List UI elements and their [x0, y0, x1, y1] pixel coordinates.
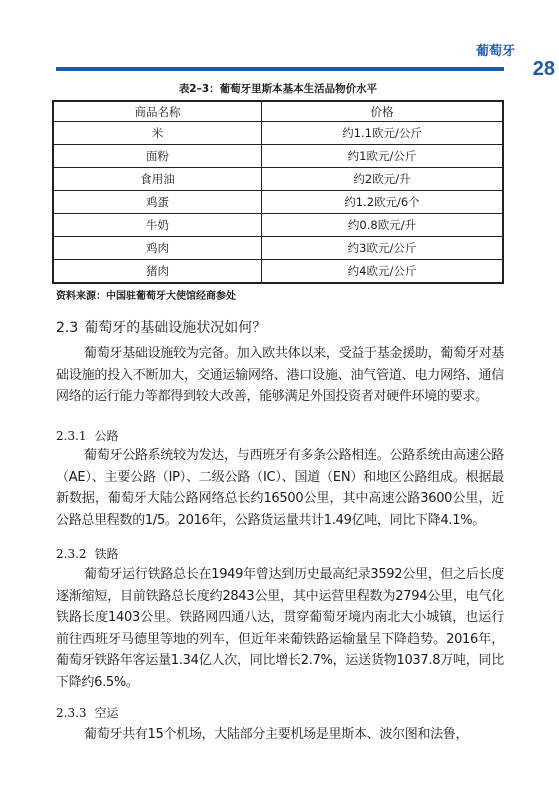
chapter-label: 葡萄牙 [475, 44, 515, 59]
item-name-cell: 米 [53, 122, 262, 145]
subsection-number: 2.3.1 [56, 429, 87, 443]
subsection-title: 公路 [94, 429, 119, 443]
item-name-cell: 面粉 [53, 145, 262, 168]
table-row [53, 168, 503, 191]
subsection-heading-roads [56, 427, 119, 444]
section-number: 2.3 [56, 320, 79, 336]
page-number: 28 [532, 58, 555, 80]
table-row [53, 122, 503, 145]
item-name-cell: 牛奶 [53, 214, 262, 237]
railways-paragraph [56, 564, 504, 693]
item-name-cell: 食用油 [53, 168, 262, 191]
header-rule [56, 67, 504, 71]
air-text: 葡萄牙共有15个机场，大陆部分主要机场是里斯本、波尔图和法鲁， [84, 727, 469, 742]
table-source-note: 资料来源：中国驻葡萄牙大使馆经商参处 [56, 291, 236, 302]
air-paragraph [56, 724, 504, 746]
item-name-cell: 鸡蛋 [53, 191, 262, 214]
subsection-number: 2.3.2 [56, 547, 87, 561]
item-name-cell: 鸡肉 [53, 237, 262, 260]
subsection-number: 2.3.3 [56, 706, 87, 720]
subsection-title: 铁路 [94, 547, 119, 561]
subsection-title: 空运 [94, 706, 119, 720]
item-name-cell: 猪肉 [53, 260, 262, 284]
section-intro-paragraph [56, 343, 504, 408]
item-price-cell: 约4欧元/公斤 [262, 260, 504, 284]
railways-text: 葡萄牙运行铁路总长在1949年曾达到历史最高纪录3592公里，但之后长度逐渐缩短，目前铁路总长度约2843公里，其中运营里程数为2794公里，电气化铁路长度1403公里。铁路网四通八达，贯穿葡萄牙境内南北大小城镇，也运行前往西班牙马德里等地的列车，但近年来葡铁路运输量呈下降趋势。2016年，葡萄牙铁路年客运量1.34亿人次，同比增长2.7%，运送货物1037.8万吨，同比下降约6.5%。 [56, 567, 504, 690]
item-price-cell: 约1.1欧元/公斤 [262, 122, 504, 145]
section-heading [56, 317, 272, 337]
subsection-heading-air [56, 704, 119, 721]
table-caption: 表2–3：葡萄牙里斯本基本生活品物价水平 [178, 83, 378, 95]
table-row [53, 260, 503, 284]
column-header-item: 商品名称 [53, 101, 262, 122]
section-intro-text: 葡萄牙基础设施较为完备。加入欧共体以来，受益于基金援助，葡萄牙对基础设施的投入不断加大，交通运输网络、港口设施、油气管道、电力网络、通信网络的运行能力等都得到较大改善，能够满足外国投资者对硬件环境的要求。 [56, 346, 504, 404]
price-table [52, 100, 504, 284]
roads-paragraph [56, 445, 504, 531]
item-price-cell: 约1欧元/公斤 [262, 145, 504, 168]
table-row [53, 191, 503, 214]
table-row [53, 237, 503, 260]
column-header-price: 价格 [262, 101, 504, 122]
item-price-cell: 约3欧元/公斤 [262, 237, 504, 260]
table-row [53, 214, 503, 237]
item-price-cell: 约2欧元/升 [262, 168, 504, 191]
table-row [53, 145, 503, 168]
item-price-cell: 约0.8欧元/升 [262, 214, 504, 237]
subsection-heading-railways [56, 545, 119, 562]
section-title: 葡萄牙的基础设施状况如何？ [84, 320, 267, 336]
roads-text: 葡萄牙公路系统较为发达，与西班牙有多条公路相连。公路系统由高速公路（AE）、主要公路（IP）、二级公路（IC）、国道（EN）和地区公路组成。根据最新数据，葡萄牙大陆公路网络总长约16500公里，其中高速公路3600公里，近公路总里程数的1/5。2016年，公路货运量共计1.49亿吨，同比下降4.1%。 [56, 448, 504, 528]
item-price-cell: 约1.2欧元/6个 [262, 191, 504, 214]
table-header-row [53, 101, 503, 122]
